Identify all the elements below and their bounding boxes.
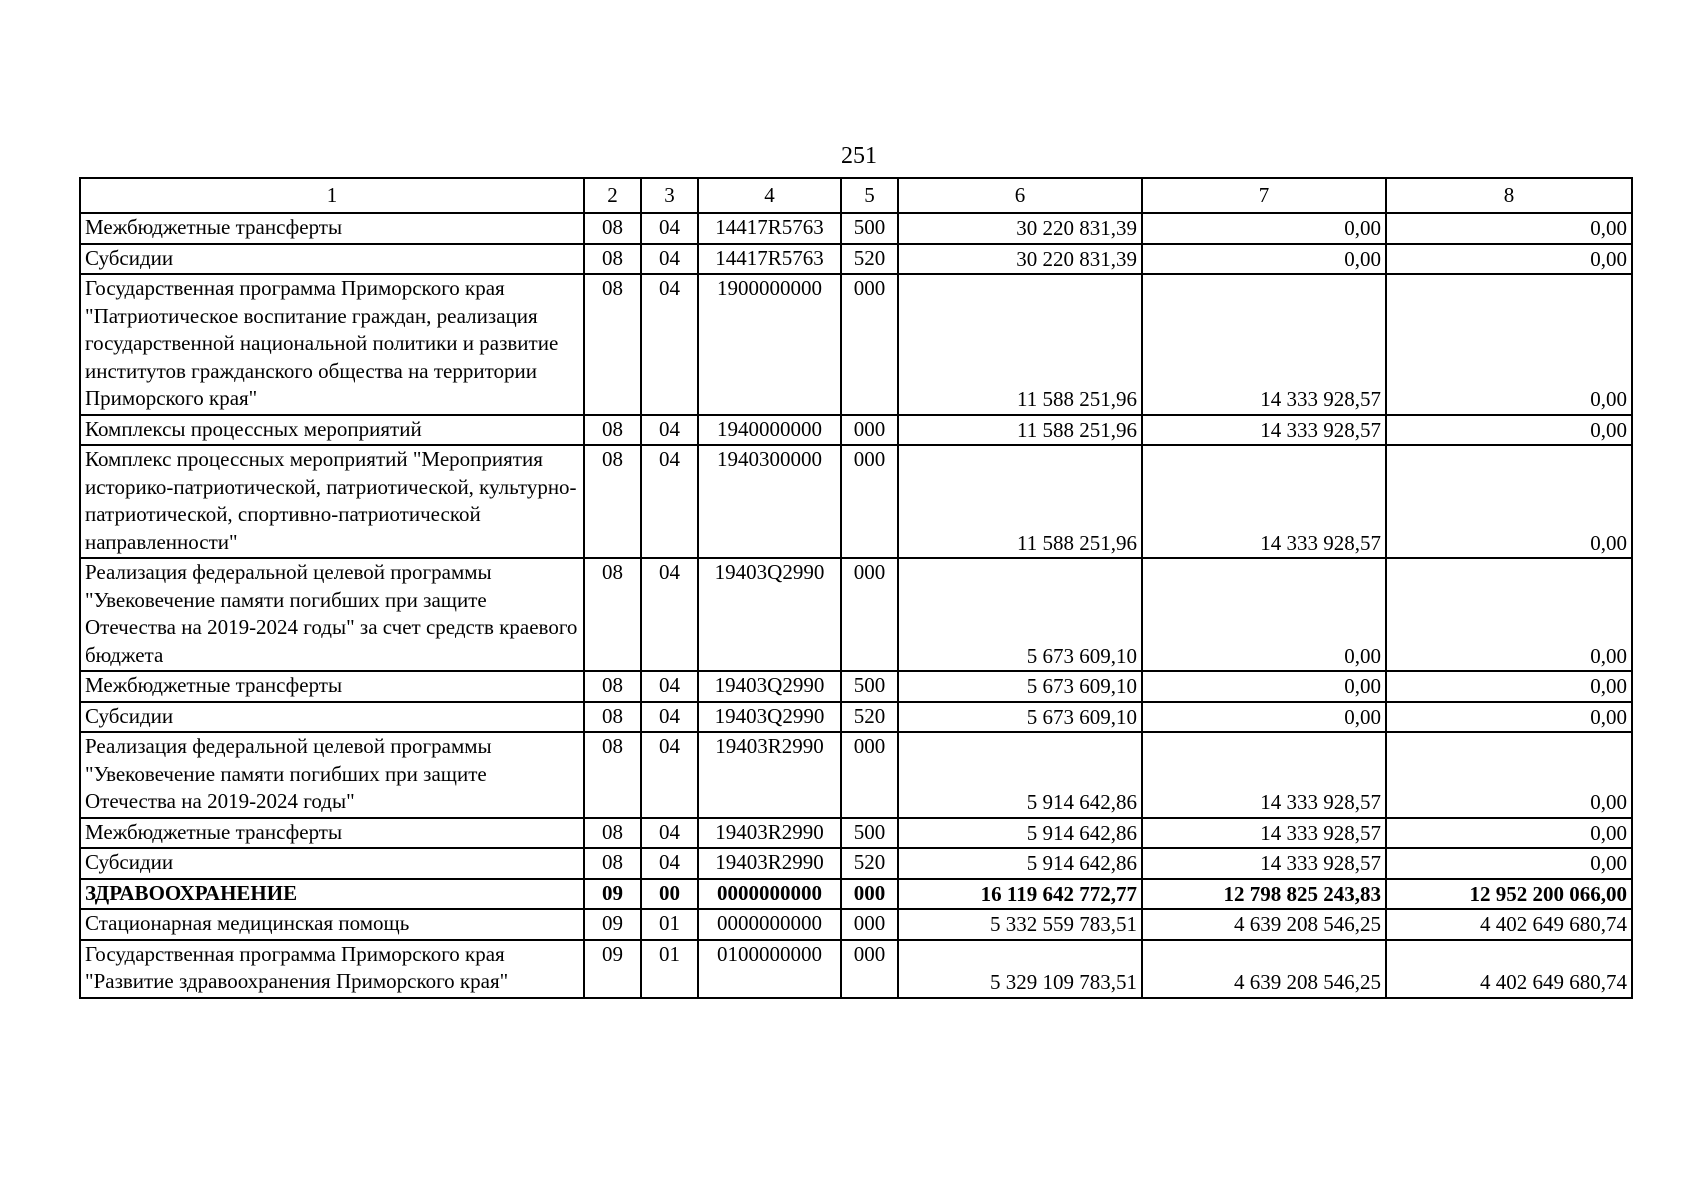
column-header: 4	[698, 178, 841, 213]
amount-col-7: 0,00	[1142, 558, 1386, 671]
target-article-code: 19403R2990	[698, 848, 841, 879]
amount-col-7: 4 639 208 546,25	[1142, 940, 1386, 998]
amount-col-8: 0,00	[1386, 274, 1632, 415]
item-name: ЗДРАВООХРАНЕНИЕ	[80, 879, 584, 910]
expense-type-code: 520	[841, 244, 898, 275]
amount-col-6: 5 332 559 783,51	[898, 909, 1142, 940]
section-code: 08	[584, 445, 641, 558]
item-name: Межбюджетные трансферты	[80, 213, 584, 244]
amount-col-6: 5 329 109 783,51	[898, 940, 1142, 998]
column-header: 8	[1386, 178, 1632, 213]
expense-type-code: 000	[841, 558, 898, 671]
expense-type-code: 500	[841, 818, 898, 849]
section-code: 09	[584, 940, 641, 998]
amount-col-8: 0,00	[1386, 445, 1632, 558]
target-article-code: 19403R2990	[698, 732, 841, 818]
expense-type-code: 000	[841, 940, 898, 998]
amount-col-8: 0,00	[1386, 702, 1632, 733]
target-article-code: 19403Q2990	[698, 702, 841, 733]
amount-col-6: 5 673 609,10	[898, 558, 1142, 671]
amount-col-6: 5 673 609,10	[898, 702, 1142, 733]
expense-type-code: 000	[841, 732, 898, 818]
table-row	[80, 274, 1632, 415]
amount-col-7: 14 333 928,57	[1142, 732, 1386, 818]
subsection-code: 04	[641, 213, 698, 244]
column-header: 6	[898, 178, 1142, 213]
amount-col-6: 11 588 251,96	[898, 415, 1142, 446]
target-article-code: 0100000000	[698, 940, 841, 998]
subsection-code: 00	[641, 879, 698, 910]
expense-type-code: 520	[841, 702, 898, 733]
amount-col-8: 0,00	[1386, 558, 1632, 671]
amount-col-8: 0,00	[1386, 818, 1632, 849]
subsection-code: 04	[641, 818, 698, 849]
column-header: 5	[841, 178, 898, 213]
amount-col-8: 12 952 200 066,00	[1386, 879, 1632, 910]
target-article-code: 0000000000	[698, 909, 841, 940]
table-row	[80, 213, 1632, 244]
item-name: Стационарная медицинская помощь	[80, 909, 584, 940]
table-header-row	[80, 178, 1632, 213]
section-code: 08	[584, 818, 641, 849]
target-article-code: 1900000000	[698, 274, 841, 415]
subsection-code: 04	[641, 671, 698, 702]
subsection-code: 04	[641, 732, 698, 818]
table-row	[80, 940, 1632, 998]
subsection-code: 04	[641, 445, 698, 558]
amount-col-6: 16 119 642 772,77	[898, 879, 1142, 910]
subsection-code: 01	[641, 940, 698, 998]
amount-col-6: 5 673 609,10	[898, 671, 1142, 702]
table-row	[80, 445, 1632, 558]
table-row	[80, 558, 1632, 671]
amount-col-6: 30 220 831,39	[898, 213, 1142, 244]
table-row	[80, 671, 1632, 702]
table-row	[80, 732, 1632, 818]
amount-col-6: 5 914 642,86	[898, 732, 1142, 818]
amount-col-8: 0,00	[1386, 848, 1632, 879]
amount-col-7: 14 333 928,57	[1142, 274, 1386, 415]
item-name: Реализация федеральной целевой программы "Увековечение памяти погибших при защите Отечества на 2019-2024 годы" за счет средств краевого бюджета	[80, 558, 584, 671]
section-code: 08	[584, 671, 641, 702]
item-name: Межбюджетные трансферты	[80, 671, 584, 702]
amount-col-8: 0,00	[1386, 732, 1632, 818]
section-code: 08	[584, 732, 641, 818]
section-code: 08	[584, 848, 641, 879]
amount-col-6: 30 220 831,39	[898, 244, 1142, 275]
amount-col-7: 12 798 825 243,83	[1142, 879, 1386, 910]
target-article-code: 14417R5763	[698, 213, 841, 244]
table-row	[80, 702, 1632, 733]
amount-col-6: 5 914 642,86	[898, 848, 1142, 879]
section-code: 08	[584, 558, 641, 671]
target-article-code: 19403Q2990	[698, 558, 841, 671]
column-header: 2	[584, 178, 641, 213]
amount-col-8: 0,00	[1386, 244, 1632, 275]
item-name: Межбюджетные трансферты	[80, 818, 584, 849]
expense-type-code: 000	[841, 445, 898, 558]
amount-col-7: 0,00	[1142, 702, 1386, 733]
table-row	[80, 244, 1632, 275]
section-code: 09	[584, 909, 641, 940]
table-row	[80, 818, 1632, 849]
amount-col-8: 0,00	[1386, 213, 1632, 244]
target-article-code: 19403R2990	[698, 818, 841, 849]
page-number: 251	[841, 143, 877, 169]
subsection-code: 04	[641, 702, 698, 733]
expense-type-code: 500	[841, 213, 898, 244]
expense-type-code: 000	[841, 909, 898, 940]
table-row	[80, 415, 1632, 446]
item-name: Субсидии	[80, 702, 584, 733]
item-name: Государственная программа Приморского края "Патриотическое воспитание граждан, реализация государственной национальной политики и развитие институтов гражданского общества на территории Приморского края"	[80, 274, 584, 415]
amount-col-7: 14 333 928,57	[1142, 445, 1386, 558]
expense-type-code: 520	[841, 848, 898, 879]
target-article-code: 0000000000	[698, 879, 841, 910]
amount-col-7: 0,00	[1142, 213, 1386, 244]
table-row	[80, 909, 1632, 940]
section-code: 08	[584, 274, 641, 415]
target-article-code: 1940000000	[698, 415, 841, 446]
section-code: 08	[584, 702, 641, 733]
amount-col-7: 0,00	[1142, 244, 1386, 275]
amount-col-7: 14 333 928,57	[1142, 415, 1386, 446]
target-article-code: 14417R5763	[698, 244, 841, 275]
amount-col-7: 4 639 208 546,25	[1142, 909, 1386, 940]
budget-table	[79, 177, 1633, 999]
expense-type-code: 000	[841, 879, 898, 910]
target-article-code: 1940300000	[698, 445, 841, 558]
item-name: Субсидии	[80, 244, 584, 275]
item-name: Комплексы процессных мероприятий	[80, 415, 584, 446]
column-header: 7	[1142, 178, 1386, 213]
item-name: Комплекс процессных мероприятий "Мероприятия историко-патриотической, патриотической, культурно-патриотической, спортивно-патриотической направленности"	[80, 445, 584, 558]
expense-type-code: 000	[841, 415, 898, 446]
table-row	[80, 848, 1632, 879]
amount-col-6: 11 588 251,96	[898, 445, 1142, 558]
subsection-code: 01	[641, 909, 698, 940]
amount-col-6: 5 914 642,86	[898, 818, 1142, 849]
subsection-code: 04	[641, 848, 698, 879]
amount-col-7: 14 333 928,57	[1142, 848, 1386, 879]
target-article-code: 19403Q2990	[698, 671, 841, 702]
subsection-code: 04	[641, 244, 698, 275]
amount-col-6: 11 588 251,96	[898, 274, 1142, 415]
amount-col-8: 0,00	[1386, 415, 1632, 446]
item-name: Государственная программа Приморского края "Развитие здравоохранения Приморского края"	[80, 940, 584, 998]
item-name: Реализация федеральной целевой программы "Увековечение памяти погибших при защите Отечества на 2019-2024 годы"	[80, 732, 584, 818]
expense-type-code: 500	[841, 671, 898, 702]
expense-type-code: 000	[841, 274, 898, 415]
section-code: 08	[584, 244, 641, 275]
amount-col-7: 0,00	[1142, 671, 1386, 702]
subsection-code: 04	[641, 274, 698, 415]
column-header: 3	[641, 178, 698, 213]
table-row	[80, 879, 1632, 910]
section-code: 08	[584, 213, 641, 244]
column-header: 1	[80, 178, 584, 213]
amount-col-8: 4 402 649 680,74	[1386, 940, 1632, 998]
section-code: 09	[584, 879, 641, 910]
amount-col-8: 0,00	[1386, 671, 1632, 702]
subsection-code: 04	[641, 415, 698, 446]
subsection-code: 04	[641, 558, 698, 671]
section-code: 08	[584, 415, 641, 446]
amount-col-8: 4 402 649 680,74	[1386, 909, 1632, 940]
amount-col-7: 14 333 928,57	[1142, 818, 1386, 849]
item-name: Субсидии	[80, 848, 584, 879]
